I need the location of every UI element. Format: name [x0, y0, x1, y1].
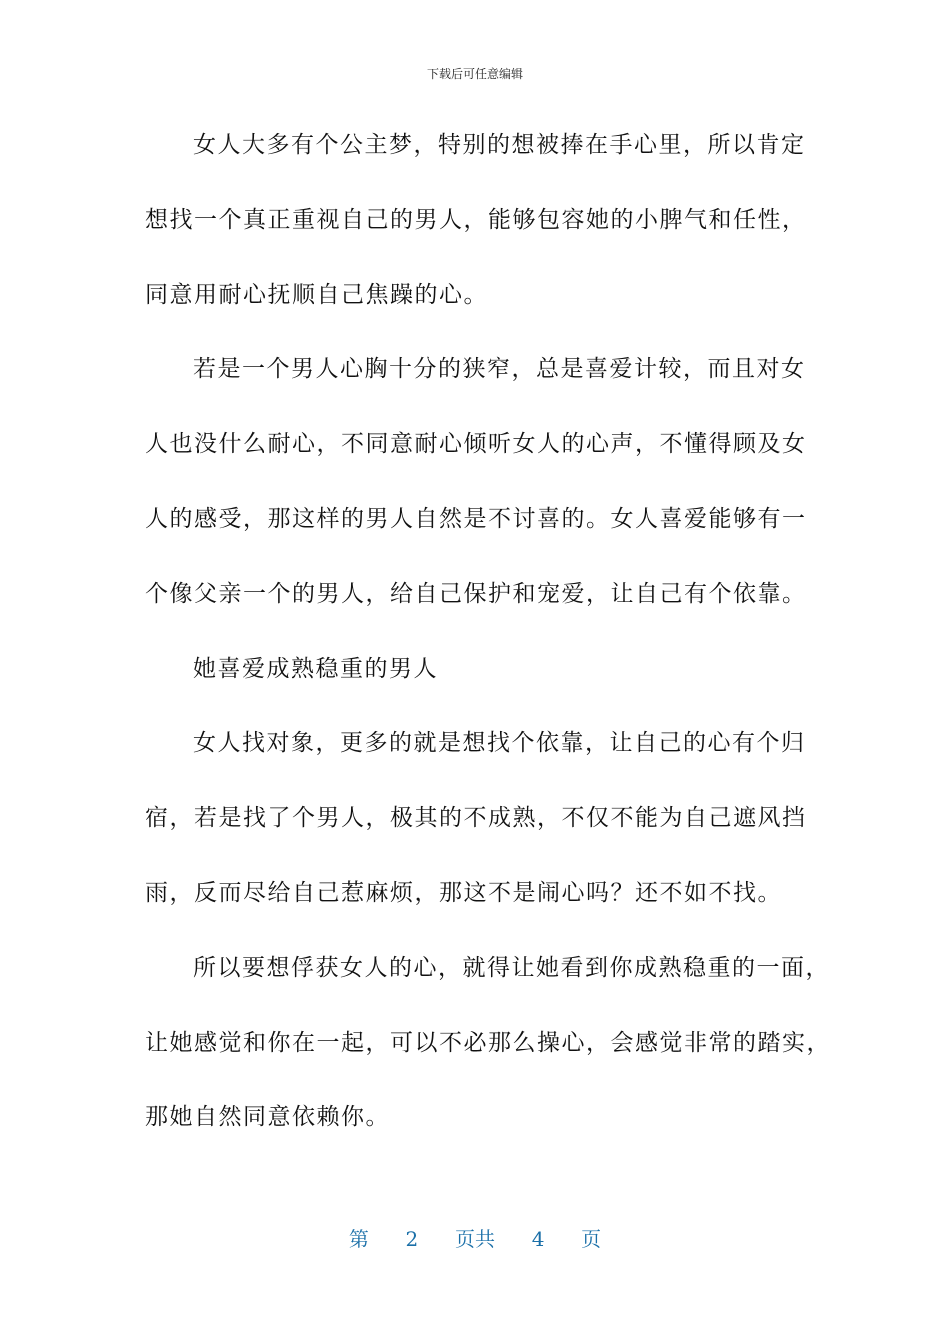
paragraph-line: 那她自然同意依赖你。	[145, 1104, 390, 1131]
paragraph-line: 让她感觉和你在一起，可以不必那么操心，会感觉非常的踏实，	[145, 1029, 831, 1056]
page-header: 下载后可任意编辑	[426, 67, 523, 81]
paragraph-line: 若是一个男人心胸十分的狭窄，总是喜爱计较，而且对女	[193, 356, 806, 383]
footer-prefix: 第	[348, 1227, 369, 1251]
paragraph-line: 雨，反而尽给自己惹麻烦，那这不是闹心吗？还不如不找。	[145, 879, 782, 906]
page-footer	[0, 1226, 950, 1252]
paragraph-line: 想找一个真正重视自己的男人，能够包容她的小脾气和任性，	[145, 206, 807, 233]
footer-middle: 页共	[455, 1227, 495, 1251]
paragraph-line: 人的感受，那这样的男人自然是不讨喜的。女人喜爱能够有一	[145, 505, 807, 532]
paragraph-line: 同意用耐心抚顺自己焦躁的心。	[145, 281, 488, 308]
document-body	[145, 125, 831, 1172]
paragraph-line: 女人找对象，更多的就是想找个依靠，让自己的心有个归	[193, 730, 806, 757]
section-heading: 她喜爱成熟稳重的男人	[193, 655, 438, 682]
paragraph-line: 宿，若是找了个男人，极其的不成熟，不仅不能为自己遮风挡	[145, 805, 807, 832]
current-page-number: 2	[405, 1227, 419, 1251]
paragraph-line: 所以要想俘获女人的心，就得让她看到你成熟稳重的一面，	[193, 954, 830, 981]
paragraph-line: 人也没什么耐心，不同意耐心倾听女人的心声，不懂得顾及女	[145, 431, 807, 458]
paragraph-line: 个像父亲一个的男人，给自己保护和宠爱，让自己有个依靠。	[145, 580, 807, 607]
total-pages-number: 4	[531, 1227, 545, 1251]
footer-suffix: 页	[581, 1227, 602, 1251]
paragraph-line: 女人大多有个公主梦，特别的想被捧在手心里，所以肯定	[193, 132, 806, 158]
